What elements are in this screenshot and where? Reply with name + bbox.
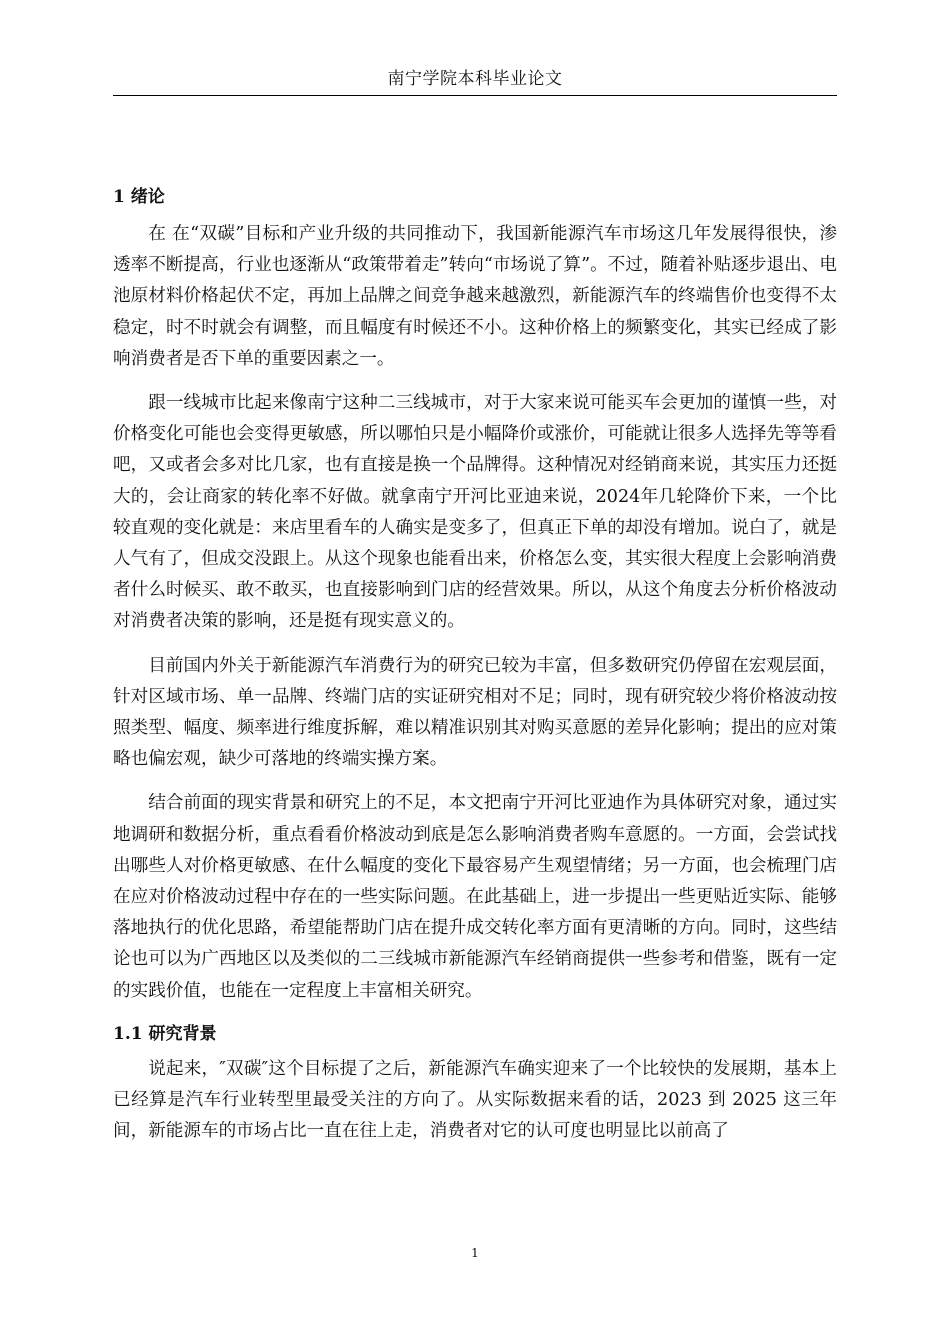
main-content xyxy=(113,183,837,1160)
page-number: 1 xyxy=(471,1246,479,1260)
section-heading-introduction: 1 绪论 xyxy=(113,187,165,207)
header-rule xyxy=(113,95,837,96)
paragraph: 结合前面的现实背景和研究上的不足，本文把南宁开河比亚迪作为具体研究对象，通过实地调研和数据分析，重点看看价格波动到底是怎么影响消费者购车意愿的。一方面，会尝试找出哪些人对价格更敏感、在什么幅度的变化下最容易产生观望情绪；另一方面，也会梳理门店在应对价格波动过程中存在的一些实际问题。在此基础上，进一步提出一些更贴近实际、能够落地执行的优化思路，希望能帮助门店在提升成交转化率方面有更清晰的方向。同时，这些结论也可以为广西地区以及类似的二三线城市新能源汽车经销商提供一些参考和借鉴，既有一定的实践价值，也能在一定程度上丰富相关研究。 xyxy=(113,793,837,1001)
paragraph: 说起来，″双碳″这个目标提了之后，新能源汽车确实迎来了一个比较快的发展期，基本上已经算是汽车行业转型里最受关注的方向了。从实际数据来看的话，2023 到 2025 这三年间，新能源车的市场占比一直在往上走，消费者对它的认可度也明显比以前高了 xyxy=(113,1058,837,1142)
paragraph: 跟一线城市比起来像南宁这种二三线城市，对于大家来说可能买车会更加的谨慎一些，对价格变化可能也会变得更敏感，所以哪怕只是小幅降价或涨价，可能就让很多人选择先等等看吧，又或者会多对比几家，也有直接是换一个品牌得。这种情况对经销商来说，其实压力还挺大的，会让商家的转化率不好做。就拿南宁开河比亚迪来说，2024年几轮降价下来，一个比较直观的变化就是：来店里看车的人确实是变多了，但真正下单的却没有增加。说白了，就是人气有了，但成交没跟上。从这个现象也能看出来，价格怎么变，其实很大程度上会影响消费者什么时候买、敢不敢买，也直接影响到门店的经营效果。所以，从这个角度去分析价格波动对消费者决策的影响，还是挺有现实意义的。 xyxy=(113,393,837,632)
paragraph: 在 在“双碳”目标和产业升级的共同推动下，我国新能源汽车市场这几年发展得很快，渗透率不断提高，行业也逐渐从“政策带着走”转向“市场说了算”。不过，随着补贴逐步退出、电池原材料价格起伏不定，再加上品牌之间竞争越来越激烈，新能源汽车的终端售价也变得不太稳定，时不时就会有调整，而且幅度有时候还不小。这种价格上的频繁变化，其实已经成了影响消费者是否下单的重要因素之一。 xyxy=(113,224,837,369)
paragraph: 目前国内外关于新能源汽车消费行为的研究已较为丰富，但多数研究仍停留在宏观层面，针对区域市场、单一品牌、终端门店的实证研究相对不足；同时，现有研究较少将价格波动按照类型、幅度、频率进行维度拆解，难以精准识别其对购买意愿的差异化影响；提出的应对策略也偏宏观，缺少可落地的终端实操方案。 xyxy=(113,655,837,770)
subsection-heading-research-background: 1.1 研究背景 xyxy=(113,1023,217,1044)
running-header: 南宁学院本科毕业论文 xyxy=(387,69,563,89)
